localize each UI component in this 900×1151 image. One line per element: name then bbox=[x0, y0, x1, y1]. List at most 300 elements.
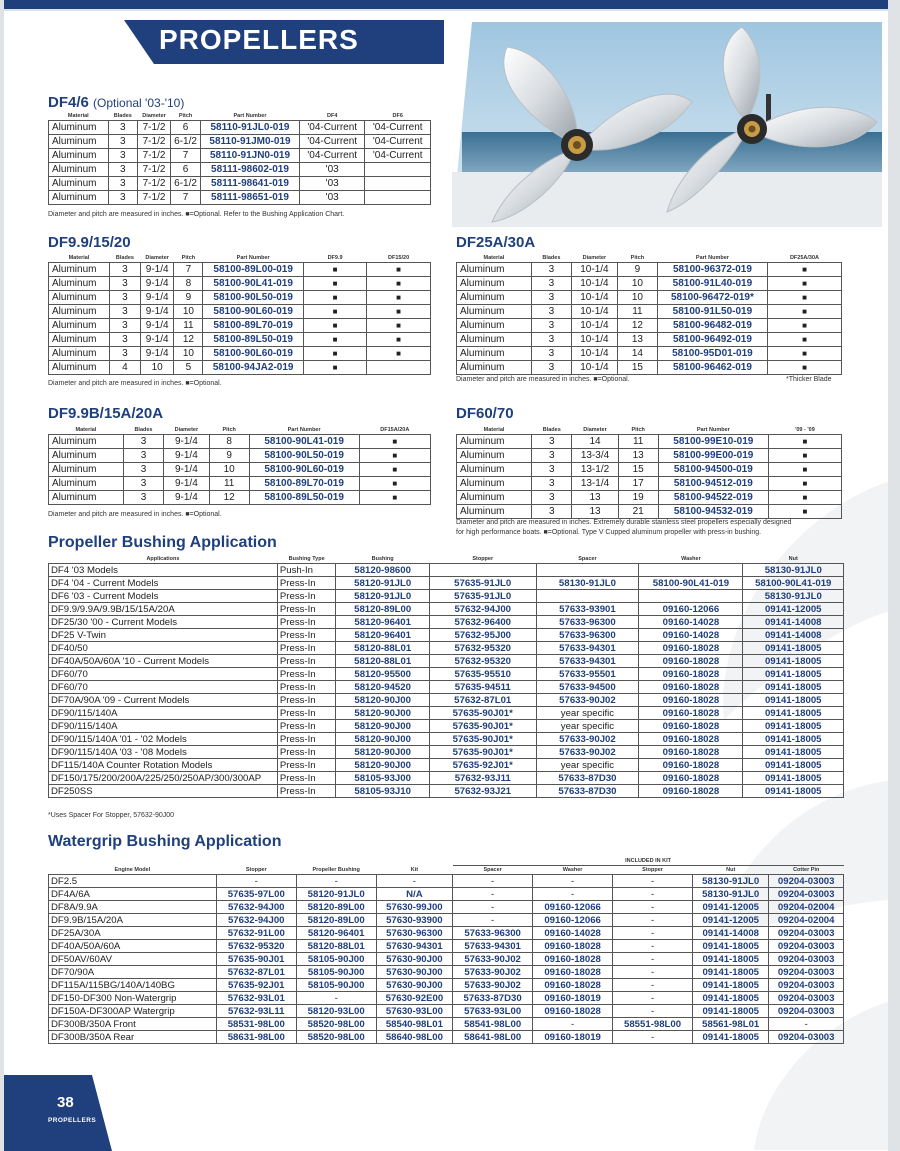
table-cell: 3 bbox=[123, 491, 163, 505]
table-cell: 09160-18019 bbox=[533, 1031, 613, 1044]
table-cell: 57635-90J01* bbox=[429, 707, 536, 720]
table-cell: 57632-94J00 bbox=[216, 901, 296, 914]
table-cell: ■ bbox=[767, 305, 841, 319]
table-cell: 09204-03003 bbox=[769, 888, 844, 901]
table-row bbox=[49, 333, 431, 347]
bushing-table bbox=[48, 555, 844, 798]
column-header: DF15A/20A bbox=[380, 427, 410, 433]
table-cell: 09204-02004 bbox=[769, 901, 844, 914]
table-cell: 09160-18028 bbox=[533, 966, 613, 979]
df9915-note: Diameter and pitch are measured in inches. ■=Optional. bbox=[48, 380, 222, 387]
table-cell: Aluminum bbox=[49, 177, 109, 191]
table-cell: 57630-94301 bbox=[376, 940, 452, 953]
table-cell: 57633-96300 bbox=[536, 616, 639, 629]
column-header: Material bbox=[68, 255, 90, 261]
table-cell: 4 bbox=[110, 361, 141, 375]
table-cell: Aluminum bbox=[457, 505, 532, 519]
group-header-spacer bbox=[296, 857, 376, 866]
table-cell: 3 bbox=[532, 491, 572, 505]
table-cell: 58100-90L41-019 bbox=[743, 577, 844, 590]
table-cell: - bbox=[613, 914, 693, 927]
table-cell: 10 bbox=[174, 347, 203, 361]
table-cell: ■ bbox=[767, 319, 841, 333]
table-cell: DF4 '04 - Current Models bbox=[49, 577, 278, 590]
table-cell: Aluminum bbox=[457, 319, 532, 333]
table-cell: 09141-18005 bbox=[693, 966, 769, 979]
table-cell: 7 bbox=[171, 191, 201, 205]
table-cell: 58120-89L00 bbox=[296, 901, 376, 914]
table-cell: ■ bbox=[768, 491, 841, 505]
table-cell: - bbox=[613, 979, 693, 992]
table-cell: 09160-12066 bbox=[533, 901, 613, 914]
df9915-table bbox=[48, 254, 431, 375]
table-cell: 10 bbox=[209, 463, 249, 477]
df60-table bbox=[456, 426, 842, 519]
table-cell: 58100-90L50-019 bbox=[249, 449, 359, 463]
table-cell: ■ bbox=[767, 333, 841, 347]
table-cell: 3 bbox=[108, 191, 137, 205]
footer-tab bbox=[4, 1075, 92, 1151]
table-cell: 58111-98651-019 bbox=[201, 191, 300, 205]
table-cell: 57635-92J01 bbox=[216, 979, 296, 992]
table-cell: 9-1/4 bbox=[140, 305, 174, 319]
table-cell: 57630-99J00 bbox=[376, 901, 452, 914]
table-cell: ■ bbox=[367, 319, 431, 333]
table-cell: 58100-90L60-019 bbox=[203, 347, 304, 361]
page-number: 38 bbox=[57, 1094, 74, 1111]
df46-note: Diameter and pitch are measured in inches. ■=Optional. Refer to the Bushing Application Chart. bbox=[48, 211, 345, 218]
table-cell: 09204-03003 bbox=[769, 940, 844, 953]
table-cell: ■ bbox=[367, 277, 431, 291]
table-cell: 7-1/2 bbox=[138, 177, 171, 191]
table-cell: DF6 '03 - Current Models bbox=[49, 590, 278, 603]
table-row bbox=[49, 992, 844, 1005]
table-cell: 58120-90J00 bbox=[336, 720, 429, 733]
table-cell: - bbox=[613, 953, 693, 966]
table-cell bbox=[365, 163, 431, 177]
table-cell: 10-1/4 bbox=[571, 319, 617, 333]
propeller-photo bbox=[452, 22, 882, 227]
df60-note-line1: Diameter and pitch are measured in inches. Extremely durable stainless steel propellers especially designed bbox=[456, 519, 792, 526]
table-row bbox=[49, 694, 844, 707]
table-cell: 09141-14008 bbox=[693, 927, 769, 940]
table-cell: 58100-99E10-019 bbox=[658, 435, 768, 449]
column-header: Pitch bbox=[222, 427, 236, 433]
table-cell: DF150/175/200/200A/225/250/250AP/300/300AP bbox=[49, 772, 278, 785]
table-cell: 09141-18005 bbox=[743, 720, 844, 733]
table-cell: DF40/50 bbox=[49, 642, 278, 655]
table-cell: 7 bbox=[171, 149, 201, 163]
column-header: Bushing Type bbox=[288, 556, 325, 562]
table-cell: ■ bbox=[303, 291, 366, 305]
table-row bbox=[457, 333, 842, 347]
table-cell: 57633-90J02 bbox=[536, 746, 639, 759]
table-cell: 57633-93901 bbox=[536, 603, 639, 616]
table-row bbox=[49, 319, 431, 333]
table-cell: 09160-14028 bbox=[533, 927, 613, 940]
table-cell: 57632-87L01 bbox=[216, 966, 296, 979]
table-cell: 09160-18028 bbox=[533, 979, 613, 992]
table-cell: Aluminum bbox=[49, 135, 109, 149]
table-cell: 09204-03003 bbox=[769, 875, 844, 888]
table-cell bbox=[429, 564, 536, 577]
group-header-row bbox=[49, 857, 844, 866]
table-cell: ■ bbox=[367, 291, 431, 305]
column-header: Spacer bbox=[483, 867, 502, 873]
table-cell: 3 bbox=[110, 319, 141, 333]
table-cell: Aluminum bbox=[457, 449, 532, 463]
table-cell: 09141-18005 bbox=[743, 733, 844, 746]
table-cell: Press-In bbox=[277, 603, 336, 616]
table-cell: 57633-95501 bbox=[536, 668, 639, 681]
df60-note-line2: for high performance boats. ■=Optional. Type V Cupped aluminum propeller with press-in bushing. bbox=[456, 529, 762, 536]
table-cell: 8 bbox=[174, 277, 203, 291]
table-cell: 58520-98L00 bbox=[296, 1031, 376, 1044]
table-cell: 58100-96372-019 bbox=[657, 263, 767, 277]
table-cell: 9-1/4 bbox=[140, 291, 174, 305]
table-cell: 58100-96492-019 bbox=[657, 333, 767, 347]
table-cell: 3 bbox=[531, 333, 571, 347]
table-cell: Push-In bbox=[277, 564, 336, 577]
table-cell: 58105-90J00 bbox=[296, 953, 376, 966]
table-cell: 3 bbox=[110, 263, 141, 277]
table-row bbox=[49, 733, 844, 746]
table-cell: 58105-90J00 bbox=[296, 979, 376, 992]
table-cell: ■ bbox=[768, 477, 841, 491]
table-cell: 58100-89L70-019 bbox=[249, 477, 359, 491]
table-row bbox=[457, 277, 842, 291]
table-cell: 57635-90J01* bbox=[429, 733, 536, 746]
column-header: Blades bbox=[542, 255, 561, 261]
table-cell: DF25 V-Twin bbox=[49, 629, 278, 642]
table-cell: 3 bbox=[110, 333, 141, 347]
table-cell: 57630-90J00 bbox=[376, 979, 452, 992]
table-cell: Aluminum bbox=[49, 463, 124, 477]
table-cell: 6-1/2 bbox=[171, 135, 201, 149]
table-cell: 09141-18005 bbox=[693, 1031, 769, 1044]
table-cell: 57632-94J00 bbox=[216, 914, 296, 927]
table-row bbox=[49, 564, 844, 577]
table-row bbox=[49, 746, 844, 759]
column-header: Applications bbox=[146, 556, 180, 562]
table-cell: Aluminum bbox=[49, 319, 110, 333]
table-cell: 58120-90J00 bbox=[336, 746, 429, 759]
table-cell: DF25/30 '00 - Current Models bbox=[49, 616, 278, 629]
table-cell: ■ bbox=[768, 449, 841, 463]
table-cell: 09204-03003 bbox=[769, 953, 844, 966]
table-cell: - bbox=[296, 992, 376, 1005]
table-row bbox=[49, 291, 431, 305]
table-cell: '03 bbox=[299, 177, 365, 191]
table-row bbox=[457, 319, 842, 333]
table-cell: DF90/115/140A bbox=[49, 720, 278, 733]
column-header: Material bbox=[75, 427, 97, 433]
table-row bbox=[49, 707, 844, 720]
column-header: Blades bbox=[113, 113, 132, 119]
table-cell: 58100-90L41-019 bbox=[249, 435, 359, 449]
table-cell: 58130-91JL0 bbox=[536, 577, 639, 590]
table-cell bbox=[365, 177, 431, 191]
table-cell: '04-Current bbox=[299, 135, 365, 149]
table-row bbox=[49, 875, 844, 888]
table-cell: ■ bbox=[303, 347, 366, 361]
table-cell: 58100-99E00-019 bbox=[658, 449, 768, 463]
table-cell: 9-1/4 bbox=[164, 477, 210, 491]
table-cell: '04-Current bbox=[365, 149, 431, 163]
table-cell: 09160-18028 bbox=[639, 759, 743, 772]
table-cell: 6-1/2 bbox=[171, 177, 201, 191]
column-header: Stopper bbox=[472, 556, 494, 562]
table-row bbox=[49, 966, 844, 979]
table-cell: 10-1/4 bbox=[571, 361, 617, 375]
column-header: Material bbox=[67, 113, 89, 119]
column-header: Part Number bbox=[695, 255, 729, 261]
table-cell: ■ bbox=[768, 463, 841, 477]
header-row bbox=[457, 426, 842, 435]
table-cell: DF25A/30A bbox=[49, 927, 217, 940]
table-cell: 09160-18028 bbox=[639, 785, 743, 798]
table-cell: 09141-18005 bbox=[743, 707, 844, 720]
table-cell: '03 bbox=[299, 163, 365, 177]
table-cell: ■ bbox=[767, 347, 841, 361]
table-cell: Aluminum bbox=[49, 149, 109, 163]
column-header: Diameter bbox=[583, 427, 607, 433]
table-cell: 57633-90J02 bbox=[453, 979, 533, 992]
table-cell: ■ bbox=[359, 491, 430, 505]
table-cell: 09204-03003 bbox=[769, 1005, 844, 1018]
table-row bbox=[49, 149, 431, 163]
header-row bbox=[49, 112, 431, 121]
column-header: Pitch bbox=[630, 255, 645, 261]
table-cell: Aluminum bbox=[457, 305, 532, 319]
table-cell: 3 bbox=[532, 449, 572, 463]
group-header-spacer bbox=[376, 857, 452, 866]
table-cell: 58110-91JN0-019 bbox=[201, 149, 300, 163]
column-header: '09 - '09 bbox=[795, 427, 815, 433]
table-cell: Press-In bbox=[277, 577, 336, 590]
table-row bbox=[457, 477, 842, 491]
table-cell: 09204-03003 bbox=[769, 992, 844, 1005]
table-cell: 19 bbox=[618, 491, 658, 505]
table-cell: - bbox=[613, 1031, 693, 1044]
table-cell: 3 bbox=[123, 463, 163, 477]
footer-label: PROPELLERS bbox=[48, 1117, 97, 1124]
table-cell: 3 bbox=[123, 477, 163, 491]
table-cell: 9-1/4 bbox=[140, 277, 174, 291]
table-cell: DF60/70 bbox=[49, 681, 278, 694]
table-cell: 57632-91L00 bbox=[216, 927, 296, 940]
table-cell: Aluminum bbox=[457, 277, 532, 291]
table-cell: 09141-12005 bbox=[693, 901, 769, 914]
table-cell: ■ bbox=[303, 305, 366, 319]
table-row bbox=[49, 1018, 844, 1031]
table-cell: 11 bbox=[618, 435, 658, 449]
watergrip-heading: Watergrip Bushing Application bbox=[48, 833, 282, 850]
table-cell: 12 bbox=[617, 319, 657, 333]
table-cell: 58120-96401 bbox=[296, 927, 376, 940]
table-cell: 9 bbox=[617, 263, 657, 277]
table-cell: - bbox=[613, 992, 693, 1005]
table-cell: 3 bbox=[110, 347, 141, 361]
table-cell: 57633-90J02 bbox=[536, 733, 639, 746]
table-row bbox=[49, 681, 844, 694]
table-cell: 58100-91L40-019 bbox=[657, 277, 767, 291]
table-row bbox=[49, 577, 844, 590]
table-cell: Aluminum bbox=[49, 361, 110, 375]
table-cell: 58111-98641-019 bbox=[201, 177, 300, 191]
table-cell: 09160-18028 bbox=[639, 668, 743, 681]
table-row bbox=[49, 914, 844, 927]
table-cell: 09160-12066 bbox=[639, 603, 743, 616]
table-cell: Aluminum bbox=[457, 435, 532, 449]
table-cell: DF2.5 bbox=[49, 875, 217, 888]
table-cell: 58120-96401 bbox=[336, 629, 429, 642]
table-cell: DF9.9B/15A/20A bbox=[49, 914, 217, 927]
table-row bbox=[49, 361, 431, 375]
table-cell: 3 bbox=[531, 263, 571, 277]
table-row bbox=[49, 590, 844, 603]
table-cell: DF250SS bbox=[49, 785, 278, 798]
table-cell: year specific bbox=[536, 707, 639, 720]
table-cell: 09141-18005 bbox=[743, 642, 844, 655]
df99b-note: Diameter and pitch are measured in inches. ■=Optional. bbox=[48, 511, 222, 518]
table-cell: - bbox=[453, 901, 533, 914]
table-cell: Aluminum bbox=[49, 477, 124, 491]
table-cell: Aluminum bbox=[49, 277, 110, 291]
table-cell: DF40A/50A/60A '10 - Current Models bbox=[49, 655, 278, 668]
table-row bbox=[49, 191, 431, 205]
table-cell: 13-3/4 bbox=[572, 449, 618, 463]
table-cell: 7-1/2 bbox=[138, 163, 171, 177]
table-cell: 14 bbox=[572, 435, 618, 449]
table-cell: 13 bbox=[618, 449, 658, 463]
table-cell: 9-1/4 bbox=[140, 319, 174, 333]
table-cell: 3 bbox=[531, 361, 571, 375]
table-cell: 58120-90J00 bbox=[336, 694, 429, 707]
table-cell: Aluminum bbox=[49, 305, 110, 319]
table-cell: DF90/115/140A '03 - '08 Models bbox=[49, 746, 278, 759]
column-header: Part Number bbox=[696, 427, 730, 433]
table-cell: 11 bbox=[617, 305, 657, 319]
table-cell: 58561-98L01 bbox=[693, 1018, 769, 1031]
table-cell: DF90/115/140A bbox=[49, 707, 278, 720]
table-cell: 57635-90J01* bbox=[429, 720, 536, 733]
table-cell: 57632-93L01 bbox=[216, 992, 296, 1005]
table-cell: 09141-18005 bbox=[693, 940, 769, 953]
table-cell bbox=[639, 564, 743, 577]
table-cell: 09160-14028 bbox=[639, 629, 743, 642]
table-cell: - bbox=[613, 927, 693, 940]
table-cell: 58120-95500 bbox=[336, 668, 429, 681]
table-cell: 57630-93900 bbox=[376, 914, 452, 927]
table-cell: DF8A/9.9A bbox=[49, 901, 217, 914]
table-row bbox=[49, 435, 431, 449]
table-cell: 3 bbox=[532, 505, 572, 519]
table-cell: 09141-18005 bbox=[693, 953, 769, 966]
table-cell: 09160-18028 bbox=[533, 940, 613, 953]
table-cell: - bbox=[769, 1018, 844, 1031]
table-cell: 57632-95J00 bbox=[429, 629, 536, 642]
table-row bbox=[49, 477, 431, 491]
table-cell: 09160-18028 bbox=[639, 746, 743, 759]
table-cell: DF50AV/60AV bbox=[49, 953, 217, 966]
table-cell: 9-1/4 bbox=[164, 435, 210, 449]
table-cell: 10 bbox=[617, 277, 657, 291]
table-cell: 3 bbox=[110, 291, 141, 305]
table-cell: - bbox=[533, 1018, 613, 1031]
table-cell: DF115/140A Counter Rotation Models bbox=[49, 759, 278, 772]
table-cell: 09160-18028 bbox=[639, 642, 743, 655]
table-cell: 58100-94JA2-019 bbox=[203, 361, 304, 375]
column-header: Pitch bbox=[181, 255, 196, 261]
table-cell: Aluminum bbox=[457, 263, 532, 277]
table-cell: ■ bbox=[359, 449, 430, 463]
table-cell: 9-1/4 bbox=[164, 491, 210, 505]
column-header: Blades bbox=[542, 427, 561, 433]
column-header: Diameter bbox=[582, 255, 607, 261]
table-cell: 09141-14008 bbox=[743, 629, 844, 642]
table-row bbox=[49, 953, 844, 966]
table-cell: 57632-93J21 bbox=[429, 785, 536, 798]
table-row bbox=[457, 435, 842, 449]
table-cell: DF90/115/140A '01 - '02 Models bbox=[49, 733, 278, 746]
table-cell: 09141-18005 bbox=[743, 655, 844, 668]
table-cell: ■ bbox=[767, 277, 841, 291]
df25-heading: DF25A/30A bbox=[456, 234, 536, 251]
table-cell: 57632-93J11 bbox=[429, 772, 536, 785]
table-cell: 57632-93L11 bbox=[216, 1005, 296, 1018]
table-cell: 5 bbox=[174, 361, 203, 375]
table-cell: Press-In bbox=[277, 720, 336, 733]
table-row bbox=[49, 463, 431, 477]
table-row bbox=[49, 655, 844, 668]
table-cell: 58130-91JL0 bbox=[693, 875, 769, 888]
table-cell: 3 bbox=[123, 435, 163, 449]
table-cell: 58641-98L00 bbox=[453, 1031, 533, 1044]
table-cell: 8 bbox=[209, 435, 249, 449]
table-cell: 57635-91JL0 bbox=[429, 590, 536, 603]
table-cell: 58100-89L50-019 bbox=[203, 333, 304, 347]
table-cell: 58120-89L00 bbox=[336, 603, 429, 616]
table-cell: Aluminum bbox=[457, 291, 532, 305]
column-header: Stopper bbox=[245, 866, 267, 873]
header-row bbox=[49, 555, 844, 564]
table-cell: 3 bbox=[531, 305, 571, 319]
table-cell: - bbox=[296, 875, 376, 888]
table-cell: Aluminum bbox=[49, 347, 110, 361]
table-cell: 58100-90L41-019 bbox=[639, 577, 743, 590]
header-row bbox=[49, 426, 431, 435]
column-header: Bushing bbox=[371, 556, 394, 562]
table-cell: 58100-89L00-019 bbox=[203, 263, 304, 277]
table-cell: 58130-91JL0 bbox=[743, 590, 844, 603]
table-cell: 3 bbox=[531, 347, 571, 361]
table-cell: 58120-90J00 bbox=[336, 707, 429, 720]
column-header: Nut bbox=[788, 556, 798, 562]
table-cell: 58100-94512-019 bbox=[658, 477, 768, 491]
table-row bbox=[457, 505, 842, 519]
table-cell: 57635-90J01 bbox=[216, 953, 296, 966]
table-cell: 58100-96482-019 bbox=[657, 319, 767, 333]
column-header: Part Number bbox=[287, 427, 321, 433]
table-cell: 9-1/4 bbox=[140, 263, 174, 277]
table-cell: 58100-94522-019 bbox=[658, 491, 768, 505]
table-cell: 09141-18005 bbox=[743, 772, 844, 785]
column-header: Engine Model bbox=[114, 866, 151, 873]
table-cell: DF4A/6A bbox=[49, 888, 217, 901]
column-header: Nut bbox=[726, 867, 736, 873]
table-cell: - bbox=[533, 875, 613, 888]
